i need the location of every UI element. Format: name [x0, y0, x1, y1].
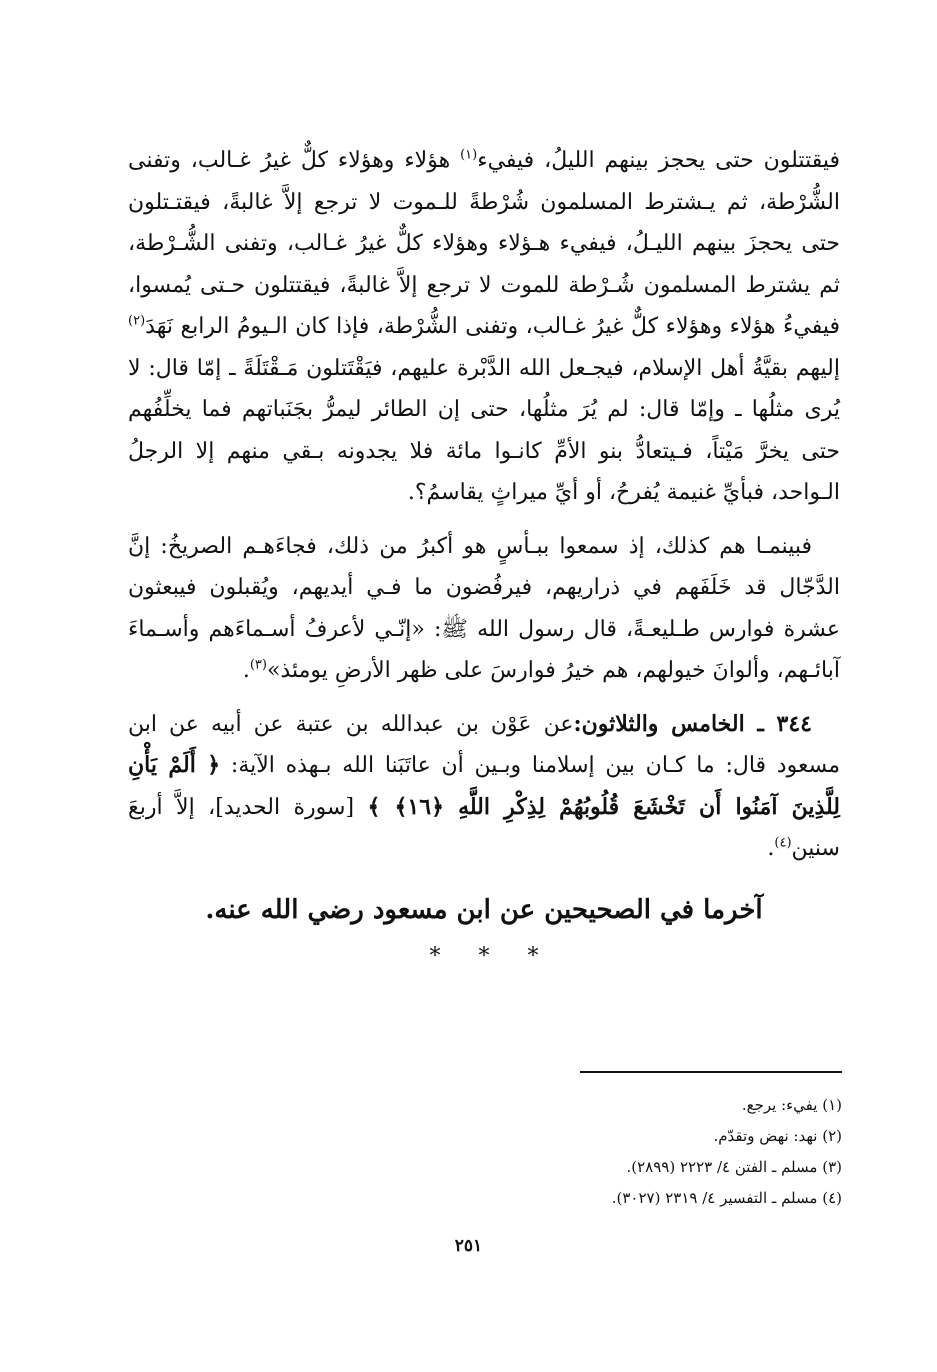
paragraph-3: ٣٤٤ ـ الخامس والثلاثون:عن عَوْن بن عبدالله بن عتبة عن أبيه عن ابن مسعود قال: ما كـان بين إسلامنا وبـين أن عاتَبَنا الله بـهذه الآية: ﴿ أَلَمْ يَأْنِ لِلَّذِينَ آمَنُوا أَن تَخْشَعَ قُلُوبُهُمْ لِذِكْرِ اللَّهِ ﴿١٦﴾ ﴾ [سورة الحديد]، إلاَّ أربعَ سنين$^{(٤)}$.	[128, 710, 840, 861]
footnote-rule	[580, 1071, 842, 1073]
quran-verse: ﴿ أَلَمْ يَأْنِ لِلَّذِينَ آمَنُوا أَن تَخْشَعَ قُلُوبُهُمْ لِذِكْرِ اللَّهِ ﴿١٦﴾ ﴾	[128, 752, 840, 820]
footnote-3: (٣) مسلم ـ الفتن ٤/ ٢٢٢٣ (٢٨٩٩).	[626, 1158, 842, 1176]
star-mark: *	[429, 943, 441, 969]
main-text	[128, 140, 840, 969]
paragraph-1: فيقتتلون حتى يحجز بينهم الليلُ، فيفيء$^{(١)}$ هؤلاء وهؤلاء كلٌّ غيرُ غـالب، وتفنى الشُّرْطة، ثم يـشترط المسلمون شُرْطةً للـموت لا ترجع إلاَّ غالبةً، فيقتـتلون حتى يحجزَ بينهم الليـلُ، فيفيء هـؤلاء وهؤلاء كلٌّ غيرُ غـالب، وتفنى الشُّـرْطة، ثم يشترط المسلمون شُـرْطة للموت لا ترجع إلاَّ غالبةً، فيقتتلون حـتى يُمسوا، فيفيءُ هؤلاء وهؤلاء كلٌّ غيرُ غـالب، وتفنى الشُّرْطة، فإذا كان الـيومُ الرابع نَهَدَ$^{(٢)}$ إليهم بقيَّةُ أهل الإسلام، فيجـعل الله الدَّبْرة عليهم، فيَقْتَتلون مَـقْتَلَةً ـ إمّا قال: لا يُرى مثلُها ـ وإمّا قال: لم يُرَ مثلُها، حتى إن الطائر ليمرُّ بجَنَباتهم فما يخلِّفُهم حتى يخرَّ مَيْتاً، فـيتعادُّ بنو الأمِّ كانـوا مائة فلا يجدونه بـقي منهم إلا الرجلُ الـواحد، فبأيِّ غنيمة يُفرحُ، أو أيِّ ميراثٍ يقاسمُ؟.	[128, 147, 840, 505]
footnote-4: (٤) مسلم ـ التفسير ٤/ ٢٣١٩ (٣٠٢٧).	[611, 1189, 842, 1207]
footnote-ref-1: (١)	[460, 147, 478, 163]
footnote-ref-3: (٣)	[249, 657, 267, 673]
footnotes	[440, 1090, 842, 1214]
footnote-2: (٢) نهد: نهض وتقدّم.	[713, 1127, 842, 1145]
closing-line: آخرما في الصحيحين عن ابن مسعود رضي الله عنه.	[205, 894, 763, 925]
hadith-heading: ٣٤٤ ـ الخامس والثلاثون:	[573, 710, 812, 737]
footnote-ref-4: (٤)	[774, 835, 792, 851]
footnote-1: (١) يفيء: يرجع.	[741, 1096, 842, 1114]
star-mark: *	[527, 943, 539, 969]
page-number: ٢٥١	[454, 1236, 483, 1256]
paragraph-2: فبينمـا هم كذلك، إذ سمعوا ببـأسٍ هو أكبرُ من ذلك، فجاءَهـم الصريخُ: إنَّ الدَّجّال قد خَلَفَهم في ذراريهم، فيرفُضون ما فـي أيديهم، ويُقبلون فيبعثون عشرة فوارس طـليعـةً، قال رسول الله ﷺ: «إنّـي لأعرفُ أسـماءَهم وأسـماءَ آبائـهم، وألوانَ خيولهم، هم خيرُ فوارسَ على ظهر الأرضِ يومئذ»$^{(٣)}$.	[128, 533, 840, 683]
section-separator	[128, 944, 840, 969]
footnote-ref-2: (٢)	[128, 313, 146, 329]
star-mark: *	[478, 943, 490, 969]
